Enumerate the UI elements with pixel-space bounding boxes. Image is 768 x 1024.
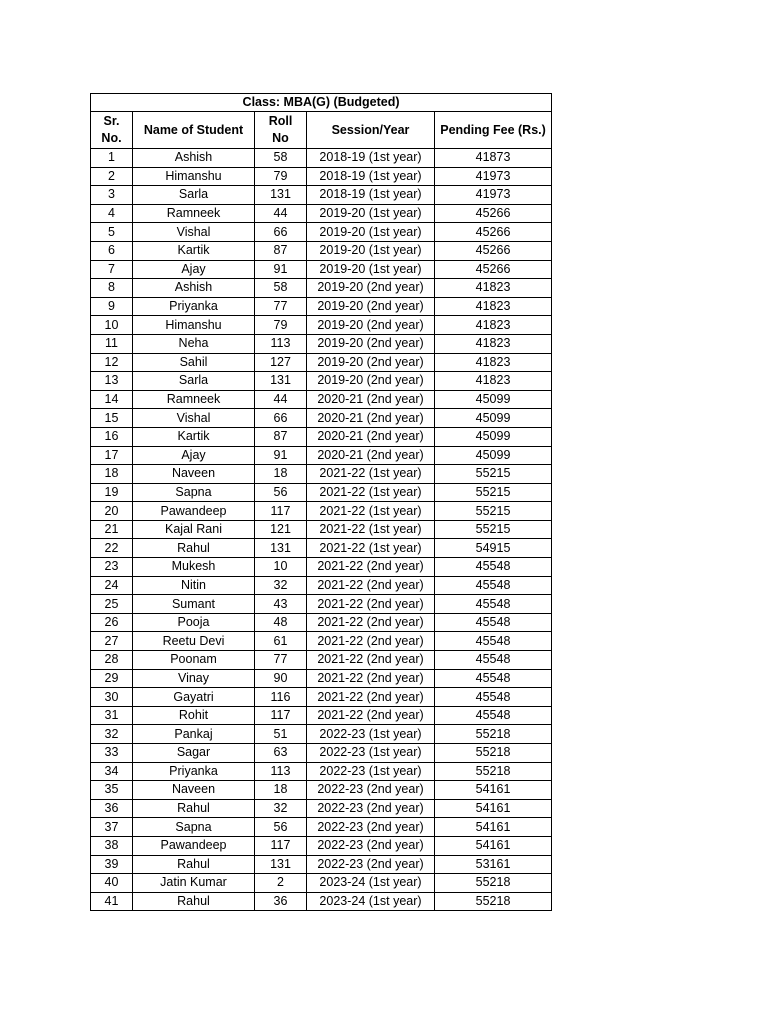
cell-roll-no: 131 [255,539,307,558]
table-row [91,613,552,632]
cell-session-year: 2022-23 (1st year) [307,725,435,744]
cell-sr-no: 19 [91,483,133,502]
cell-session-year: 2019-20 (1st year) [307,204,435,223]
cell-sr-no: 35 [91,781,133,800]
cell-pending-fee: 45548 [435,595,552,614]
cell-roll-no: 117 [255,836,307,855]
cell-roll-no: 56 [255,483,307,502]
header-roll-no [255,112,307,149]
cell-pending-fee: 41823 [435,334,552,353]
cell-pending-fee: 45548 [435,613,552,632]
cell-roll-no: 63 [255,744,307,763]
cell-sr-no: 6 [91,241,133,260]
header-student-name: Name of Student [133,112,255,149]
cell-student-name: Sagar [133,744,255,763]
cell-student-name: Vishal [133,223,255,242]
cell-sr-no: 14 [91,390,133,409]
cell-pending-fee: 45548 [435,706,552,725]
cell-pending-fee: 55218 [435,762,552,781]
cell-student-name: Vinay [133,669,255,688]
cell-pending-fee: 55215 [435,483,552,502]
cell-pending-fee: 45266 [435,241,552,260]
table-row [91,483,552,502]
cell-pending-fee: 45548 [435,669,552,688]
cell-pending-fee: 55215 [435,502,552,521]
cell-pending-fee: 55218 [435,892,552,911]
cell-pending-fee: 55218 [435,874,552,893]
cell-student-name: Reetu Devi [133,632,255,651]
table-row [91,706,552,725]
cell-session-year: 2019-20 (2nd year) [307,372,435,391]
cell-session-year: 2022-23 (2nd year) [307,818,435,837]
cell-student-name: Rahul [133,539,255,558]
header-sr-no-line2: No. [101,131,122,145]
table-row [91,427,552,446]
cell-session-year: 2023-24 (1st year) [307,892,435,911]
cell-roll-no: 36 [255,892,307,911]
cell-sr-no: 1 [91,149,133,168]
cell-student-name: Sahil [133,353,255,372]
cell-pending-fee: 41823 [435,372,552,391]
table-row [91,316,552,335]
table-row [91,558,552,577]
table-row [91,669,552,688]
cell-roll-no: 61 [255,632,307,651]
table-row [91,799,552,818]
cell-session-year: 2019-20 (2nd year) [307,316,435,335]
cell-sr-no: 40 [91,874,133,893]
cell-student-name: Naveen [133,781,255,800]
cell-session-year: 2023-24 (1st year) [307,874,435,893]
cell-student-name: Rahul [133,855,255,874]
header-sr-no [91,112,133,149]
cell-session-year: 2021-22 (2nd year) [307,595,435,614]
cell-session-year: 2021-22 (1st year) [307,539,435,558]
header-sr-no-line1: Sr. [103,114,120,128]
header-roll-no-line2: No [272,131,289,145]
cell-student-name: Ajay [133,446,255,465]
cell-student-name: Pankaj [133,725,255,744]
table-row [91,334,552,353]
cell-student-name: Pawandeep [133,836,255,855]
cell-pending-fee: 45266 [435,260,552,279]
cell-session-year: 2019-20 (1st year) [307,223,435,242]
cell-sr-no: 26 [91,613,133,632]
cell-pending-fee: 54161 [435,818,552,837]
table-row [91,725,552,744]
cell-session-year: 2019-20 (1st year) [307,260,435,279]
cell-student-name: Naveen [133,465,255,484]
cell-roll-no: 87 [255,241,307,260]
cell-student-name: Ajay [133,260,255,279]
cell-session-year: 2022-23 (1st year) [307,744,435,763]
cell-student-name: Ashish [133,279,255,298]
cell-pending-fee: 45266 [435,204,552,223]
table-row [91,781,552,800]
cell-pending-fee: 55215 [435,520,552,539]
cell-pending-fee: 45548 [435,576,552,595]
cell-sr-no: 24 [91,576,133,595]
cell-student-name: Ramneek [133,204,255,223]
cell-roll-no: 32 [255,576,307,595]
table-row [91,167,552,186]
cell-roll-no: 90 [255,669,307,688]
cell-roll-no: 91 [255,446,307,465]
cell-pending-fee: 55218 [435,744,552,763]
cell-session-year: 2018-19 (1st year) [307,149,435,168]
cell-student-name: Jatin Kumar [133,874,255,893]
table-row [91,818,552,837]
cell-roll-no: 87 [255,427,307,446]
cell-student-name: Sarla [133,372,255,391]
cell-sr-no: 4 [91,204,133,223]
table-row [91,465,552,484]
cell-session-year: 2021-22 (2nd year) [307,576,435,595]
table-row [91,688,552,707]
table-row [91,409,552,428]
cell-student-name: Kajal Rani [133,520,255,539]
table-row [91,204,552,223]
cell-session-year: 2021-22 (1st year) [307,502,435,521]
cell-sr-no: 27 [91,632,133,651]
cell-session-year: 2021-22 (2nd year) [307,651,435,670]
cell-pending-fee: 53161 [435,855,552,874]
cell-roll-no: 127 [255,353,307,372]
cell-pending-fee: 41973 [435,186,552,205]
cell-sr-no: 36 [91,799,133,818]
cell-student-name: Sapna [133,483,255,502]
cell-student-name: Vishal [133,409,255,428]
cell-roll-no: 77 [255,297,307,316]
cell-session-year: 2021-22 (1st year) [307,483,435,502]
cell-roll-no: 131 [255,372,307,391]
cell-roll-no: 10 [255,558,307,577]
table-row [91,260,552,279]
table-row [91,186,552,205]
cell-sr-no: 8 [91,279,133,298]
cell-pending-fee: 41973 [435,167,552,186]
cell-sr-no: 29 [91,669,133,688]
cell-roll-no: 58 [255,279,307,298]
cell-session-year: 2021-22 (1st year) [307,520,435,539]
cell-session-year: 2022-23 (2nd year) [307,836,435,855]
cell-pending-fee: 45548 [435,632,552,651]
cell-pending-fee: 45266 [435,223,552,242]
cell-sr-no: 13 [91,372,133,391]
cell-pending-fee: 45548 [435,688,552,707]
cell-student-name: Sarla [133,186,255,205]
cell-student-name: Rahul [133,799,255,818]
cell-session-year: 2018-19 (1st year) [307,167,435,186]
cell-session-year: 2019-20 (2nd year) [307,353,435,372]
cell-student-name: Sapna [133,818,255,837]
cell-sr-no: 10 [91,316,133,335]
cell-student-name: Sumant [133,595,255,614]
cell-pending-fee: 54161 [435,781,552,800]
cell-roll-no: 131 [255,855,307,874]
cell-student-name: Pawandeep [133,502,255,521]
cell-roll-no: 44 [255,390,307,409]
cell-pending-fee: 41823 [435,353,552,372]
table-row [91,446,552,465]
cell-session-year: 2021-22 (2nd year) [307,669,435,688]
cell-sr-no: 39 [91,855,133,874]
cell-student-name: Nitin [133,576,255,595]
cell-roll-no: 51 [255,725,307,744]
cell-pending-fee: 45099 [435,409,552,428]
table-row [91,651,552,670]
cell-roll-no: 77 [255,651,307,670]
cell-roll-no: 48 [255,613,307,632]
cell-roll-no: 58 [255,149,307,168]
table-body [91,149,552,911]
header-roll-no-line1: Roll [268,114,293,128]
cell-pending-fee: 41823 [435,279,552,298]
table-row [91,874,552,893]
table-row [91,762,552,781]
cell-roll-no: 79 [255,167,307,186]
cell-sr-no: 9 [91,297,133,316]
cell-student-name: Priyanka [133,297,255,316]
cell-session-year: 2019-20 (2nd year) [307,334,435,353]
table-row [91,892,552,911]
cell-session-year: 2022-23 (2nd year) [307,799,435,818]
cell-student-name: Ramneek [133,390,255,409]
table-row [91,595,552,614]
cell-sr-no: 33 [91,744,133,763]
cell-sr-no: 7 [91,260,133,279]
cell-student-name: Ashish [133,149,255,168]
cell-pending-fee: 45548 [435,558,552,577]
cell-session-year: 2021-22 (2nd year) [307,632,435,651]
cell-sr-no: 22 [91,539,133,558]
cell-roll-no: 44 [255,204,307,223]
cell-sr-no: 41 [91,892,133,911]
cell-roll-no: 66 [255,409,307,428]
cell-pending-fee: 54161 [435,799,552,818]
cell-pending-fee: 41823 [435,297,552,316]
cell-sr-no: 28 [91,651,133,670]
cell-sr-no: 17 [91,446,133,465]
cell-roll-no: 56 [255,818,307,837]
cell-roll-no: 43 [255,595,307,614]
table-row [91,149,552,168]
table-row [91,836,552,855]
table-row [91,297,552,316]
cell-student-name: Pooja [133,613,255,632]
cell-session-year: 2020-21 (2nd year) [307,409,435,428]
cell-session-year: 2021-22 (1st year) [307,465,435,484]
cell-roll-no: 117 [255,706,307,725]
table-row [91,502,552,521]
cell-student-name: Mukesh [133,558,255,577]
cell-session-year: 2020-21 (2nd year) [307,446,435,465]
cell-sr-no: 37 [91,818,133,837]
cell-sr-no: 2 [91,167,133,186]
cell-pending-fee: 54161 [435,836,552,855]
table-row [91,855,552,874]
cell-roll-no: 91 [255,260,307,279]
table-header [91,94,552,149]
cell-sr-no: 38 [91,836,133,855]
cell-roll-no: 131 [255,186,307,205]
cell-roll-no: 121 [255,520,307,539]
table-row [91,241,552,260]
cell-student-name: Priyanka [133,762,255,781]
table-row [91,632,552,651]
cell-student-name: Kartik [133,427,255,446]
cell-pending-fee: 45548 [435,651,552,670]
cell-roll-no: 18 [255,465,307,484]
cell-sr-no: 34 [91,762,133,781]
cell-sr-no: 15 [91,409,133,428]
cell-roll-no: 2 [255,874,307,893]
cell-session-year: 2021-22 (2nd year) [307,558,435,577]
table-row [91,223,552,242]
cell-session-year: 2022-23 (2nd year) [307,855,435,874]
cell-sr-no: 5 [91,223,133,242]
cell-sr-no: 30 [91,688,133,707]
cell-roll-no: 117 [255,502,307,521]
cell-pending-fee: 55218 [435,725,552,744]
table-row [91,390,552,409]
table-row [91,539,552,558]
cell-pending-fee: 45099 [435,390,552,409]
cell-student-name: Neha [133,334,255,353]
cell-session-year: 2021-22 (2nd year) [307,613,435,632]
cell-roll-no: 113 [255,334,307,353]
cell-sr-no: 25 [91,595,133,614]
cell-student-name: Himanshu [133,167,255,186]
header-session-year: Session/Year [307,112,435,149]
pending-fee-table [90,93,552,911]
table-row [91,279,552,298]
cell-sr-no: 23 [91,558,133,577]
cell-session-year: 2019-20 (1st year) [307,241,435,260]
cell-pending-fee: 45099 [435,446,552,465]
cell-roll-no: 113 [255,762,307,781]
cell-sr-no: 31 [91,706,133,725]
cell-student-name: Kartik [133,241,255,260]
cell-session-year: 2020-21 (2nd year) [307,390,435,409]
cell-roll-no: 66 [255,223,307,242]
header-pending-fee: Pending Fee (Rs.) [435,112,552,149]
table-row [91,520,552,539]
cell-student-name: Rohit [133,706,255,725]
cell-session-year: 2022-23 (1st year) [307,762,435,781]
cell-sr-no: 3 [91,186,133,205]
cell-sr-no: 12 [91,353,133,372]
cell-session-year: 2021-22 (2nd year) [307,706,435,725]
cell-student-name: Gayatri [133,688,255,707]
cell-roll-no: 18 [255,781,307,800]
table-row [91,372,552,391]
cell-sr-no: 32 [91,725,133,744]
cell-session-year: 2018-19 (1st year) [307,186,435,205]
cell-roll-no: 116 [255,688,307,707]
cell-sr-no: 20 [91,502,133,521]
cell-pending-fee: 41823 [435,316,552,335]
cell-student-name: Rahul [133,892,255,911]
cell-session-year: 2022-23 (2nd year) [307,781,435,800]
table-title-row [91,94,552,112]
table-row [91,353,552,372]
cell-student-name: Himanshu [133,316,255,335]
cell-pending-fee: 54915 [435,539,552,558]
table-row [91,744,552,763]
table-row [91,576,552,595]
cell-session-year: 2019-20 (2nd year) [307,279,435,298]
cell-session-year: 2021-22 (2nd year) [307,688,435,707]
cell-pending-fee: 41873 [435,149,552,168]
cell-session-year: 2019-20 (2nd year) [307,297,435,316]
cell-roll-no: 32 [255,799,307,818]
cell-sr-no: 21 [91,520,133,539]
cell-sr-no: 16 [91,427,133,446]
cell-roll-no: 79 [255,316,307,335]
cell-sr-no: 18 [91,465,133,484]
column-header-row [91,112,552,149]
cell-sr-no: 11 [91,334,133,353]
cell-pending-fee: 45099 [435,427,552,446]
table-title: Class: MBA(G) (Budgeted) [91,94,552,112]
cell-student-name: Poonam [133,651,255,670]
cell-session-year: 2020-21 (2nd year) [307,427,435,446]
cell-pending-fee: 55215 [435,465,552,484]
